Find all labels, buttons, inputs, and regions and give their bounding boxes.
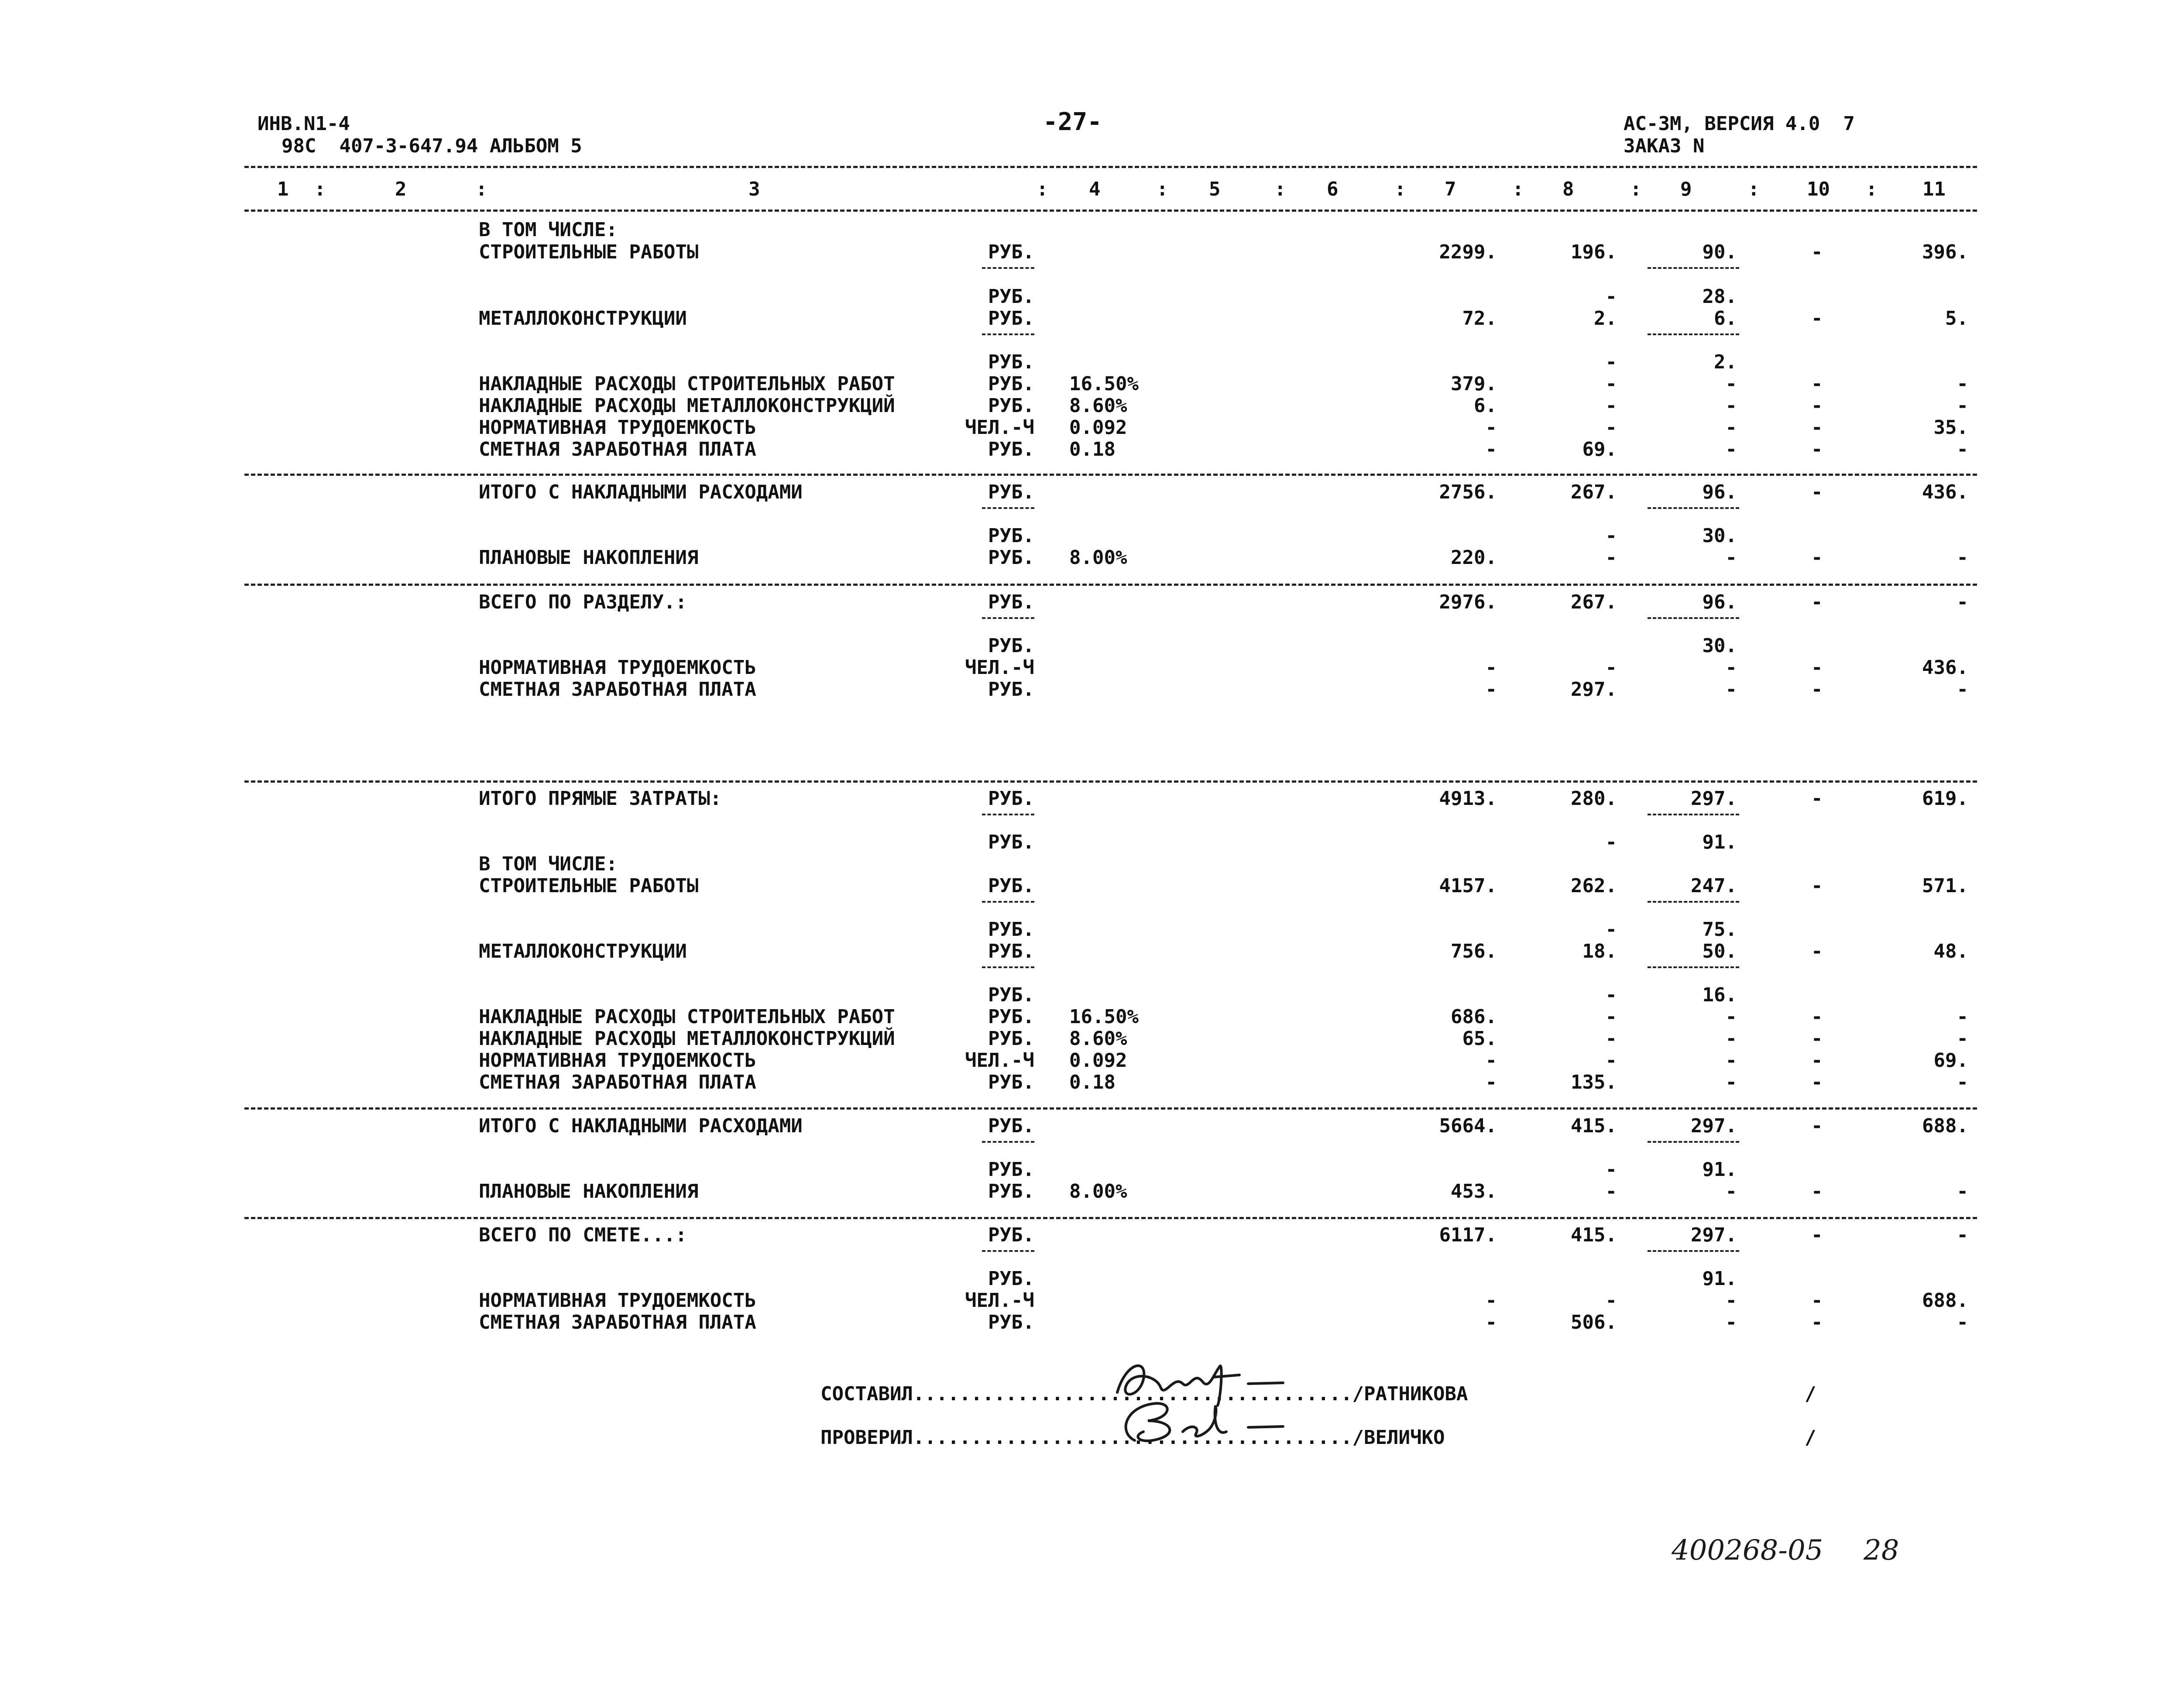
col7-cell: 5664. xyxy=(1439,1115,1497,1137)
unit-cell: РУБ. xyxy=(988,481,1034,503)
unit-cell: РУБ. xyxy=(988,1224,1034,1246)
column-separator: : xyxy=(1274,178,1286,200)
col11-cell: - xyxy=(1957,395,1968,417)
col11-cell: - xyxy=(1957,1180,1968,1203)
col8-cell: - xyxy=(1605,351,1617,373)
unit-cell: РУБ. xyxy=(988,546,1034,569)
section-rule xyxy=(244,584,1977,586)
col9-cell: - xyxy=(1725,656,1737,679)
row-label: МЕТАЛЛОКОНСТРУКЦИИ xyxy=(479,940,687,962)
column-separator: : xyxy=(314,178,326,200)
rate-cell: 0.092 xyxy=(1069,416,1127,439)
row-label: НАКЛАДНЫЕ РАСХОДЫ МЕТАЛЛОКОНСТРУКЦИЙ xyxy=(479,1028,895,1050)
col9-cell: 91. xyxy=(1702,831,1737,853)
col7-cell: - xyxy=(1485,1289,1497,1312)
col7-cell: 2299. xyxy=(1439,241,1497,263)
row-label: МЕТАЛЛОКОНСТРУКЦИИ xyxy=(479,307,687,330)
col11-cell: 35. xyxy=(1933,416,1968,439)
col9-underline xyxy=(1648,814,1739,815)
unit-underline xyxy=(982,901,1034,903)
row-label: ВСЕГО ПО РАЗДЕЛУ.: xyxy=(479,591,687,613)
col8-cell: 69. xyxy=(1582,438,1617,461)
col10-cell: - xyxy=(1811,940,1823,962)
col8-cell: - xyxy=(1605,1006,1617,1028)
rate-cell: 16.50% xyxy=(1069,373,1139,395)
section-rule xyxy=(244,1217,1977,1219)
col7-cell: - xyxy=(1485,1311,1497,1333)
col9-cell: - xyxy=(1725,678,1737,701)
row-label: НОРМАТИВНАЯ ТРУДОЕМКОСТЬ xyxy=(479,1049,756,1072)
col7-cell: 4157. xyxy=(1439,875,1497,897)
col11-cell: - xyxy=(1957,438,1968,461)
column-number: 2 xyxy=(395,178,407,200)
col8-cell: - xyxy=(1605,416,1617,439)
col8-cell: - xyxy=(1605,285,1617,308)
col9-cell: - xyxy=(1725,546,1737,569)
unit-cell: РУБ. xyxy=(988,635,1034,657)
col11-cell: - xyxy=(1957,1224,1968,1246)
col11-cell: 688. xyxy=(1922,1289,1968,1312)
col10-cell: - xyxy=(1811,416,1823,439)
col10-cell: - xyxy=(1811,395,1823,417)
unit-cell: РУБ. xyxy=(988,940,1034,962)
col10-cell: - xyxy=(1811,1028,1823,1050)
column-separator: : xyxy=(1157,178,1168,200)
unit-cell: РУБ. xyxy=(988,1028,1034,1050)
column-number: 7 xyxy=(1445,178,1456,200)
col7-cell: 379. xyxy=(1451,373,1497,395)
row-label: НОРМАТИВНАЯ ТРУДОЕМКОСТЬ xyxy=(479,1289,756,1312)
col10-cell: - xyxy=(1811,1311,1823,1333)
col8-cell: 262. xyxy=(1571,875,1617,897)
col7-cell: - xyxy=(1485,438,1497,461)
col8-cell: 196. xyxy=(1571,241,1617,263)
row-label: НОРМАТИВНАЯ ТРУДОЕМКОСТЬ xyxy=(479,656,756,679)
row-label: СМЕТНАЯ ЗАРАБОТНАЯ ПЛАТА xyxy=(479,438,756,461)
header-bottom-rule xyxy=(244,210,1977,212)
col11-cell: 436. xyxy=(1922,481,1968,503)
row-label: СТРОИТЕЛЬНЫЕ РАБОТЫ xyxy=(479,875,699,897)
signature-slash: / xyxy=(1805,1426,1816,1449)
col8-cell: - xyxy=(1605,395,1617,417)
col9-cell: - xyxy=(1725,1006,1737,1028)
section-rule xyxy=(244,780,1977,783)
rate-cell: 8.00% xyxy=(1069,546,1127,569)
row-label: ИТОГО С НАКЛАДНЫМИ РАСХОДАМИ xyxy=(479,481,803,503)
unit-underline xyxy=(982,814,1034,815)
row-label: ИТОГО С НАКЛАДНЫМИ РАСХОДАМИ xyxy=(479,1115,803,1137)
unit-cell: ЧЕЛ.-Ч xyxy=(965,416,1034,439)
handwritten-signature xyxy=(1109,1388,1292,1449)
col9-cell: - xyxy=(1725,1049,1737,1072)
rate-cell: 8.00% xyxy=(1069,1180,1127,1203)
unit-cell: РУБ. xyxy=(988,1158,1034,1181)
checked-by-line: ПРОВЕРИЛ....................................../ВЕЛИЧКО xyxy=(820,1426,1445,1449)
col9-cell: 247. xyxy=(1691,875,1737,897)
col8-cell: - xyxy=(1605,1028,1617,1050)
col10-cell: - xyxy=(1811,1071,1823,1093)
col8-cell: 415. xyxy=(1571,1115,1617,1137)
rate-cell: 0.18 xyxy=(1069,1071,1116,1093)
col7-cell: 453. xyxy=(1451,1180,1497,1203)
col9-underline xyxy=(1648,966,1739,968)
col8-cell: - xyxy=(1605,984,1617,1006)
unit-cell: РУБ. xyxy=(988,831,1034,853)
col7-cell: 6. xyxy=(1474,395,1497,417)
row-label: СМЕТНАЯ ЗАРАБОТНАЯ ПЛАТА xyxy=(479,1071,756,1093)
col10-cell: - xyxy=(1811,307,1823,330)
column-separator: : xyxy=(1394,178,1406,200)
col10-cell: - xyxy=(1811,1289,1823,1312)
unit-cell: РУБ. xyxy=(988,1180,1034,1203)
rate-cell: 0.092 xyxy=(1069,1049,1127,1072)
col9-underline xyxy=(1648,617,1739,619)
col9-underline xyxy=(1648,901,1739,903)
col8-cell: 267. xyxy=(1571,591,1617,613)
row-label: НАКЛАДНЫЕ РАСХОДЫ МЕТАЛЛОКОНСТРУКЦИЙ xyxy=(479,395,895,417)
col8-cell: - xyxy=(1605,525,1617,547)
section-rule xyxy=(244,1107,1977,1110)
col9-cell: - xyxy=(1725,438,1737,461)
col11-cell: 69. xyxy=(1933,1049,1968,1072)
col8-cell: - xyxy=(1605,831,1617,853)
col11-cell: - xyxy=(1957,546,1968,569)
order-number: ЗАКАЗ N xyxy=(1624,135,1705,157)
col8-cell: - xyxy=(1605,918,1617,941)
col11-cell: - xyxy=(1957,1006,1968,1028)
column-number: 8 xyxy=(1562,178,1574,200)
col9-cell: - xyxy=(1725,416,1737,439)
column-number: 3 xyxy=(748,178,760,200)
row-label: СМЕТНАЯ ЗАРАБОТНАЯ ПЛАТА xyxy=(479,678,756,701)
col10-cell: - xyxy=(1811,1224,1823,1246)
col9-cell: - xyxy=(1725,1289,1737,1312)
unit-cell: РУБ. xyxy=(988,1115,1034,1137)
col9-cell: - xyxy=(1725,1311,1737,1333)
unit-cell: РУБ. xyxy=(988,241,1034,263)
col10-cell: - xyxy=(1811,787,1823,810)
col10-cell: - xyxy=(1811,1049,1823,1072)
column-number: 4 xyxy=(1089,178,1101,200)
program-version: АС-3М, ВЕРСИЯ 4.0 7 xyxy=(1624,113,1855,135)
col10-cell: - xyxy=(1811,1115,1823,1137)
col9-cell: 96. xyxy=(1702,591,1737,613)
col11-cell: - xyxy=(1957,1311,1968,1333)
row-label: СМЕТНАЯ ЗАРАБОТНАЯ ПЛАТА xyxy=(479,1311,756,1333)
col11-cell: 396. xyxy=(1922,241,1968,263)
unit-underline xyxy=(982,617,1034,619)
col9-cell: - xyxy=(1725,395,1737,417)
col9-underline xyxy=(1648,507,1739,509)
unit-cell: РУБ. xyxy=(988,1006,1034,1028)
unit-cell: РУБ. xyxy=(988,373,1034,395)
col10-cell: - xyxy=(1811,656,1823,679)
unit-cell: РУБ. xyxy=(988,787,1034,810)
col8-cell: 280. xyxy=(1571,787,1617,810)
unit-cell: РУБ. xyxy=(988,984,1034,1006)
col7-cell: - xyxy=(1485,1071,1497,1093)
column-separator: : xyxy=(1512,178,1524,200)
col9-cell: 30. xyxy=(1702,525,1737,547)
col9-underline xyxy=(1648,267,1739,269)
row-label: НОРМАТИВНАЯ ТРУДОЕМКОСТЬ xyxy=(479,416,756,439)
col10-cell: - xyxy=(1811,373,1823,395)
column-number: 5 xyxy=(1209,178,1221,200)
handwritten-sheet-number: 28 xyxy=(1864,1534,1899,1567)
inventory-number: ИНВ.N1-4 xyxy=(257,113,350,135)
col9-cell: 2. xyxy=(1714,351,1737,373)
col10-cell: - xyxy=(1811,546,1823,569)
column-separator: : xyxy=(1037,178,1048,200)
unit-cell: РУБ. xyxy=(988,591,1034,613)
unit-underline xyxy=(982,267,1034,269)
col11-cell: - xyxy=(1957,1071,1968,1093)
unit-cell: РУБ. xyxy=(988,395,1034,417)
unit-cell: РУБ. xyxy=(988,875,1034,897)
col11-cell: 436. xyxy=(1922,656,1968,679)
col8-cell: - xyxy=(1605,1289,1617,1312)
column-separator: : xyxy=(1748,178,1760,200)
col9-cell: 91. xyxy=(1702,1268,1737,1290)
unit-cell: РУБ. xyxy=(988,438,1034,461)
rate-cell: 16.50% xyxy=(1069,1006,1139,1028)
compiled-by-line: СОСТАВИЛ....................................../РАТНИКОВА xyxy=(820,1383,1468,1405)
section-rule xyxy=(244,474,1977,476)
unit-cell: РУБ. xyxy=(988,918,1034,941)
unit-underline xyxy=(982,507,1034,509)
row-label: ПЛАНОВЫЕ НАКОПЛЕНИЯ xyxy=(479,1180,699,1203)
col10-cell: - xyxy=(1811,678,1823,701)
col9-cell: 297. xyxy=(1691,787,1737,810)
col9-cell: 6. xyxy=(1714,307,1737,330)
col8-cell: 18. xyxy=(1582,940,1617,962)
col9-underline xyxy=(1648,1141,1739,1143)
col7-cell: 686. xyxy=(1451,1006,1497,1028)
unit-underline xyxy=(982,1250,1034,1252)
rate-cell: 8.60% xyxy=(1069,1028,1127,1050)
row-label: ПЛАНОВЫЕ НАКОПЛЕНИЯ xyxy=(479,546,699,569)
col7-cell: - xyxy=(1485,416,1497,439)
col8-cell: 506. xyxy=(1571,1311,1617,1333)
row-label: СТРОИТЕЛЬНЫЕ РАБОТЫ xyxy=(479,241,699,263)
unit-cell: ЧЕЛ.-Ч xyxy=(965,1049,1034,1072)
col7-cell: 6117. xyxy=(1439,1224,1497,1246)
col10-cell: - xyxy=(1811,1006,1823,1028)
col9-cell: - xyxy=(1725,1180,1737,1203)
col8-cell: - xyxy=(1605,1180,1617,1203)
column-number: 9 xyxy=(1680,178,1692,200)
col11-cell: 5. xyxy=(1945,307,1968,330)
column-separator: : xyxy=(1630,178,1642,200)
unit-cell: РУБ. xyxy=(988,1311,1034,1333)
col9-cell: 50. xyxy=(1702,940,1737,962)
col8-cell: - xyxy=(1605,656,1617,679)
col7-cell: - xyxy=(1485,678,1497,701)
handwritten-archive-code: 400268-05 xyxy=(1672,1534,1823,1567)
unit-underline xyxy=(982,966,1034,968)
col11-cell: - xyxy=(1957,591,1968,613)
col10-cell: - xyxy=(1811,1180,1823,1203)
row-label: НАКЛАДНЫЕ РАСХОДЫ СТРОИТЕЛЬНЫХ РАБОТ xyxy=(479,1006,895,1028)
col9-cell: 90. xyxy=(1702,241,1737,263)
col9-cell: 91. xyxy=(1702,1158,1737,1181)
col7-cell: 4913. xyxy=(1439,787,1497,810)
col11-cell: 48. xyxy=(1933,940,1968,962)
col9-cell: - xyxy=(1725,1071,1737,1093)
col10-cell: - xyxy=(1811,591,1823,613)
album-reference: 98С 407-3-647.94 АЛЬБОМ 5 xyxy=(281,135,582,157)
col10-cell: - xyxy=(1811,438,1823,461)
row-label: В ТОМ ЧИСЛЕ: xyxy=(479,853,618,875)
unit-cell: РУБ. xyxy=(988,307,1034,330)
column-separator: : xyxy=(1866,178,1878,200)
col7-cell: 2756. xyxy=(1439,481,1497,503)
row-label: ИТОГО ПРЯМЫЕ ЗАТРАТЫ: xyxy=(479,787,722,810)
unit-cell: РУБ. xyxy=(988,285,1034,308)
unit-underline xyxy=(982,1141,1034,1143)
column-number: 10 xyxy=(1807,178,1830,200)
row-label: ВСЕГО ПО СМЕТЕ...: xyxy=(479,1224,687,1246)
col7-cell: - xyxy=(1485,1049,1497,1072)
col9-cell: 297. xyxy=(1691,1224,1737,1246)
signature-slash: / xyxy=(1805,1383,1816,1405)
col7-cell: 756. xyxy=(1451,940,1497,962)
unit-cell: РУБ. xyxy=(988,351,1034,373)
header-top-rule xyxy=(244,166,1977,168)
page-number: -27- xyxy=(1043,108,1102,136)
col7-cell: 72. xyxy=(1462,307,1497,330)
col10-cell: - xyxy=(1811,241,1823,263)
col9-cell: 297. xyxy=(1691,1115,1737,1137)
rate-cell: 0.18 xyxy=(1069,438,1116,461)
col11-cell: 688. xyxy=(1922,1115,1968,1137)
unit-underline xyxy=(982,333,1034,335)
col7-cell: - xyxy=(1485,656,1497,679)
unit-cell: РУБ. xyxy=(988,1268,1034,1290)
col9-cell: 75. xyxy=(1702,918,1737,941)
col9-cell: 28. xyxy=(1702,285,1737,308)
col8-cell: 2. xyxy=(1594,307,1617,330)
col9-cell: - xyxy=(1725,1028,1737,1050)
col8-cell: - xyxy=(1605,1158,1617,1181)
col7-cell: 65. xyxy=(1462,1028,1497,1050)
col8-cell: - xyxy=(1605,373,1617,395)
unit-cell: РУБ. xyxy=(988,678,1034,701)
col11-cell: - xyxy=(1957,678,1968,701)
col8-cell: 297. xyxy=(1571,678,1617,701)
column-separator: : xyxy=(476,178,487,200)
col8-cell: 415. xyxy=(1571,1224,1617,1246)
col7-cell: 2976. xyxy=(1439,591,1497,613)
col9-cell: 96. xyxy=(1702,481,1737,503)
col10-cell: - xyxy=(1811,481,1823,503)
col11-cell: 571. xyxy=(1922,875,1968,897)
col9-cell: 30. xyxy=(1702,635,1737,657)
column-number: 11 xyxy=(1922,178,1946,200)
unit-cell: ЧЕЛ.-Ч xyxy=(965,1289,1034,1312)
col9-underline xyxy=(1648,1250,1739,1252)
rate-cell: 8.60% xyxy=(1069,395,1127,417)
column-number: 6 xyxy=(1327,178,1339,200)
col11-cell: 619. xyxy=(1922,787,1968,810)
unit-cell: РУБ. xyxy=(988,1071,1034,1093)
col9-underline xyxy=(1648,333,1739,335)
col8-cell: 267. xyxy=(1571,481,1617,503)
col8-cell: 135. xyxy=(1571,1071,1617,1093)
col8-cell: - xyxy=(1605,546,1617,569)
unit-cell: ЧЕЛ.-Ч xyxy=(965,656,1034,679)
col10-cell: - xyxy=(1811,875,1823,897)
col7-cell: 220. xyxy=(1451,546,1497,569)
row-label: В ТОМ ЧИСЛЕ: xyxy=(479,219,618,241)
col11-cell: - xyxy=(1957,1028,1968,1050)
col8-cell: - xyxy=(1605,1049,1617,1072)
col9-cell: - xyxy=(1725,373,1737,395)
unit-cell: РУБ. xyxy=(988,525,1034,547)
column-number: 1 xyxy=(277,178,289,200)
col11-cell: - xyxy=(1957,373,1968,395)
row-label: НАКЛАДНЫЕ РАСХОДЫ СТРОИТЕЛЬНЫХ РАБОТ xyxy=(479,373,895,395)
col9-cell: 16. xyxy=(1702,984,1737,1006)
